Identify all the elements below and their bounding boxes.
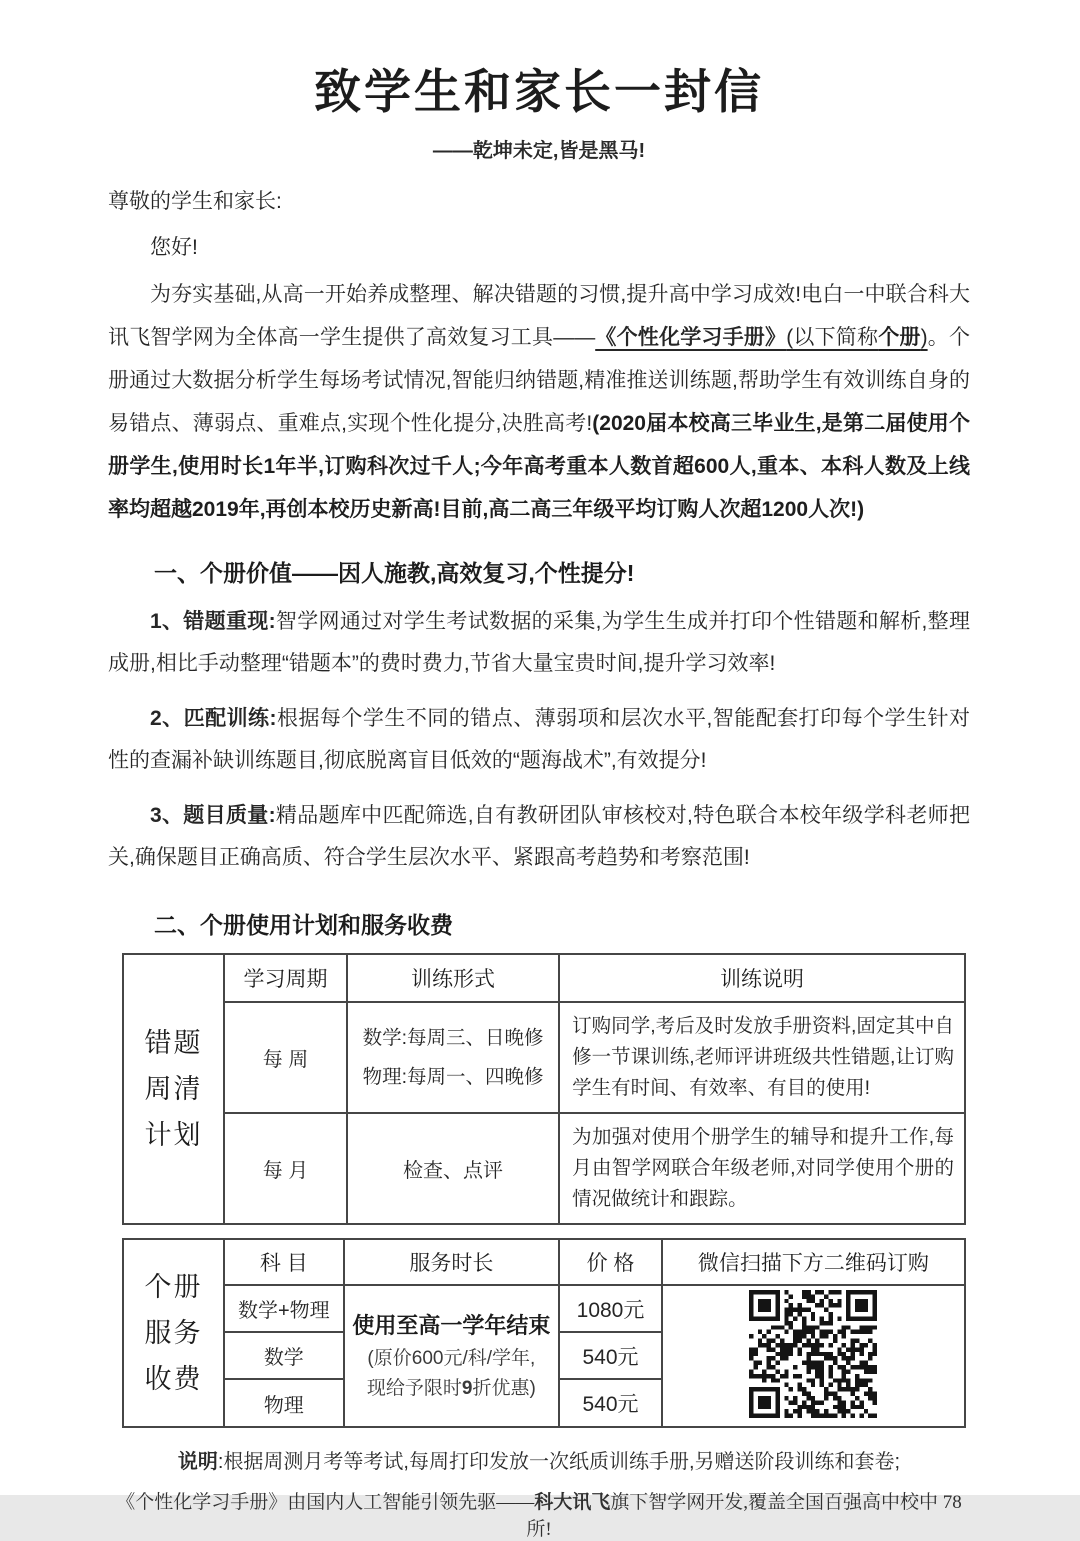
price-cell-math-physics: 1080元 <box>559 1285 662 1332</box>
point3-label: 3、题目质量: <box>150 804 276 828</box>
duration-note-line1: (原价600元/科/学年, <box>367 1347 536 1369</box>
intro-paragraph <box>108 273 970 531</box>
plan-table <box>122 953 966 1225</box>
footer-pre: 《个性化学习手册》由国内人工智能引领先驱—— <box>116 1492 535 1514</box>
fee-row-math-physics <box>123 1285 965 1332</box>
duration-note-line2 <box>349 1374 555 1404</box>
plan-table-header-row <box>123 954 965 1002</box>
plan-label-line1: 错题 <box>144 1028 203 1059</box>
plan-table-row-label <box>123 954 224 1224</box>
fee-label-line1: 个册 <box>144 1272 203 1303</box>
weekly-form-cell <box>347 1002 559 1113</box>
fee-header-subject: 科 目 <box>224 1239 344 1285</box>
price-cell-math: 540元 <box>559 1332 662 1379</box>
duration-note2-post: 折优惠) <box>472 1377 536 1399</box>
page-title: 致学生和家长一封信 <box>314 65 764 118</box>
note-line <box>108 1445 970 1474</box>
note-text: 根据周测月考等考试,每周打印发放一次纸质训练手册,另赠送阶段训练和套卷; <box>223 1451 901 1474</box>
fee-table <box>122 1238 966 1428</box>
point1-text: 智学网通过对学生考试数据的采集,为学生生成并打印个性错题和解析,整理成册,相比手动整理“错题本”的费时费力,节省大量宝贵时间,提升学习效率! <box>108 610 970 676</box>
monthly-period-cell: 每 月 <box>224 1113 347 1224</box>
subject-cell-math-physics: 数学+物理 <box>224 1285 344 1332</box>
note-label: 说明 <box>177 1451 218 1474</box>
weekly-form-physics: 物理:每周一、四晚修 <box>362 1065 544 1088</box>
duration-note2-pre: 现给予限时 <box>366 1377 462 1399</box>
point-error-reproduction <box>108 601 970 685</box>
intro-highlight: (2020届本校高三毕业生,是第二届使用个册学生,使用时长1年半,订购科次过千人;今年高考重本人数首超600人,重本、本科人数及上线率均超越2019年,再创本校历史新高!目前,高二高三年级平均订购人次超1200人次!) <box>108 412 970 522</box>
subject-cell-physics: 物理 <box>224 1379 344 1427</box>
section2-heading: 二、个册使用计划和服务收费 <box>154 912 453 939</box>
subject-cell-math: 数学 <box>224 1332 344 1379</box>
salutation: 尊敬的学生和家长: <box>108 190 282 214</box>
plan-weekly-row <box>123 1002 965 1113</box>
footer-line <box>108 1487 970 1541</box>
point-question-quality <box>108 795 970 879</box>
plan-monthly-row <box>123 1113 965 1224</box>
note-colon: : <box>217 1451 224 1474</box>
plan-label-line2: 周清 <box>144 1074 203 1105</box>
plan-header-form: 训练形式 <box>347 954 559 1002</box>
weekly-desc-cell: 订购同学,考后及时发放手册资料,固定其中自修一节课训练,老师评讲班级共性错题,让订购学生有时间、有效率、有目的使用! <box>559 1002 965 1113</box>
plan-header-desc: 训练说明 <box>559 954 965 1002</box>
fee-label-line3: 收费 <box>144 1364 203 1395</box>
intro-paren-post: ) <box>920 326 928 350</box>
price-cell-physics: 540元 <box>559 1379 662 1427</box>
footer-post: 旗下智学网开发,覆盖全国百强高中校中 78 所! <box>526 1492 962 1541</box>
duration-main: 使用至高一学年结束 <box>352 1312 551 1338</box>
point3-text: 精品题库中匹配筛选,自有教研团队审核校对,特色联合本校年级学科老师把关,确保题目正确高质、符合学生层次水平、紧跟高考趋势和考察范围! <box>108 804 970 870</box>
page-subtitle: ——乾坤未定,皆是黑马! <box>432 140 646 163</box>
point1-label: 1、错题重现: <box>150 610 276 634</box>
weekly-period-cell: 每 周 <box>224 1002 347 1113</box>
wechat-order-qr-code <box>749 1290 877 1418</box>
greeting: 您好! <box>150 236 198 260</box>
handbook-title: 《个性化学习手册》 <box>595 326 787 350</box>
fee-header-price: 价 格 <box>559 1239 662 1285</box>
fee-table-header-row <box>123 1239 965 1285</box>
plan-label-line3: 计划 <box>144 1120 203 1151</box>
point-matched-training <box>108 698 970 782</box>
point2-label: 2、匹配训练: <box>150 707 277 731</box>
fee-header-duration: 服务时长 <box>344 1239 560 1285</box>
weekly-form-math: 数学:每周三、日晚修 <box>362 1026 544 1049</box>
qr-cell <box>662 1285 965 1427</box>
footer-brand: 科大讯飞 <box>534 1492 611 1514</box>
monthly-desc-cell: 为加强对使用个册学生的辅导和提升工作,每月由智学网联合年级老师,对同学使用个册的情况做统计和跟踪。 <box>559 1113 965 1224</box>
fee-header-qr: 微信扫描下方二维码订购 <box>662 1239 965 1285</box>
fee-label-line2: 服务 <box>144 1318 203 1349</box>
duration-note2-bold: 9 <box>461 1377 473 1399</box>
fee-table-row-label <box>123 1239 224 1427</box>
intro-part1: 为夯实基础,从高一开始养成整理、解决错题的习惯,提升高中学习成效!电白一中联合科大讯飞智学网为全体高一学生提供了高效复习工具—— <box>108 283 970 350</box>
monthly-form-cell: 检查、点评 <box>347 1113 559 1224</box>
duration-note <box>349 1344 555 1404</box>
section1-heading: 一、个册价值——因人施教,高效复习,个性提分! <box>154 560 635 587</box>
intro-separator: 。 <box>927 326 950 350</box>
intro-part2: 个册通过大数据分析学生每场考试情况,智能归纳错题,精准推送训练题,帮助学生有效训练自身的易错点、薄弱点、重难点,实现个性化提分,决胜高考! <box>108 326 971 436</box>
point2-text: 根据每个学生不同的错点、薄弱项和层次水平,智能配套打印每个学生针对性的查漏补缺训练题目,彻底脱离盲目低效的“题海战术”,有效提分! <box>108 707 970 773</box>
intro-paren-bold: 个册 <box>878 326 921 350</box>
plan-header-period: 学习周期 <box>224 954 347 1002</box>
duration-cell <box>344 1285 560 1427</box>
intro-paren-pre: (以下简称 <box>786 326 879 350</box>
